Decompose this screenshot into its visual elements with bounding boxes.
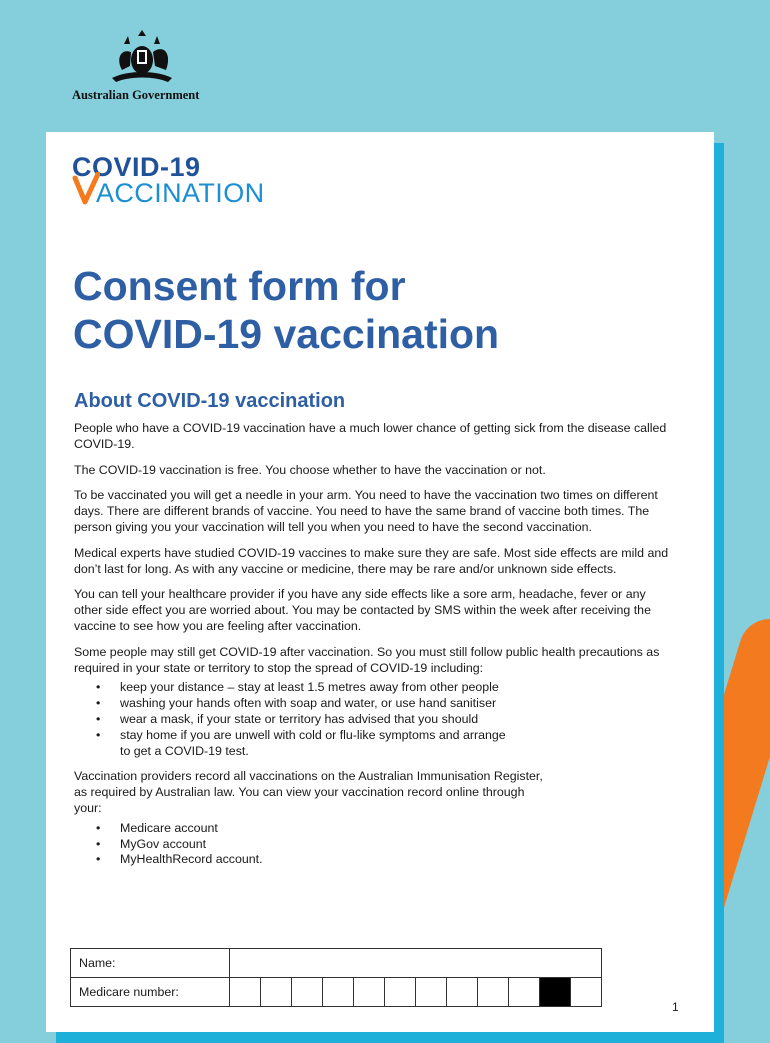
name-label: Name:: [71, 949, 230, 978]
list-item: • stay home if you are unwell with cold or flu-like symptoms and arrange to get a COVID-19 test.: [74, 728, 510, 760]
government-name: Australian Government: [72, 88, 200, 102]
medicare-digit-cell[interactable]: [385, 978, 416, 1007]
patient-details-form: [70, 948, 602, 1007]
medicare-digit-cell[interactable]: [416, 978, 447, 1007]
name-field[interactable]: [230, 949, 602, 978]
medicare-separator-cell: [540, 978, 571, 1007]
medicare-digit-cell[interactable]: [478, 978, 509, 1007]
list-item: • MyGov account: [74, 837, 674, 853]
logo-line-covid: COVID-19: [72, 152, 201, 182]
list-item: • wear a mask, if your state or territory has advised that you should: [74, 712, 674, 728]
medicare-digit-cell[interactable]: [571, 978, 602, 1007]
medicare-digit-cell[interactable]: [509, 978, 540, 1007]
medicare-digit-cell[interactable]: [292, 978, 323, 1007]
paragraph: People who have a COVID-19 vaccination have a much lower chance of getting sick from the disease called COVID-19.: [74, 421, 667, 451]
logo-line-vaccination: ACCINATION: [96, 178, 265, 208]
medicare-digit-cell[interactable]: [230, 978, 261, 1007]
paragraph: You can tell your healthcare provider if you have any side effects like a sore arm, headache, fever or any other side effect you are worried about. You may be contacted by SMS within the week after receiving the vaccine to see how you are feeling after vaccination.: [74, 587, 651, 633]
medicare-digit-cell[interactable]: [261, 978, 292, 1007]
precautions-list: [74, 680, 674, 759]
paragraph: Some people may still get COVID-19 after vaccination. So you must still follow public health precautions as required in your state or territory to stop the spread of COVID-19 including:: [74, 644, 660, 675]
medicare-digit-cell[interactable]: [323, 978, 354, 1007]
name-row: [71, 949, 602, 978]
coat-of-arms-icon: [102, 30, 182, 86]
list-item: • washing your hands often with soap and water, or use hand sanitiser: [74, 696, 674, 712]
covid-vaccination-logo: [72, 150, 292, 210]
medicare-row: [71, 978, 602, 1007]
medicare-label: Medicare number:: [71, 978, 230, 1007]
list-item: • MyHealthRecord account.: [74, 852, 674, 868]
medicare-digit-cell[interactable]: [354, 978, 385, 1007]
page-number: 1: [672, 1000, 679, 1014]
list-item: • keep your distance – stay at least 1.5 metres away from other people: [74, 680, 674, 696]
page-title: Consent form for COVID-19 vaccination: [73, 263, 500, 357]
medicare-digit-cell[interactable]: [447, 978, 478, 1007]
paragraph: Vaccination providers record all vaccinations on the Australian Immunisation Register, as required by Australian law. You can view your vaccination record online through your:: [74, 769, 543, 815]
paragraph: To be vaccinated you will get a needle in your arm. You need to have the vaccination two times on different days. There are different brands of vaccine. You need to have the same brand of vaccine both times. The person giving you your vaccination will tell you when you need to have the second vaccination.: [74, 488, 658, 534]
accounts-list: [74, 821, 674, 868]
paragraph: The COVID-19 vaccination is free. You choose whether to have the vaccination or not.: [74, 462, 546, 477]
section-heading: About COVID-19 vaccination: [74, 390, 346, 412]
body-text: [74, 421, 674, 878]
paragraph: Medical experts have studied COVID-19 vaccines to make sure they are safe. Most side effects are mild and don’t last for long. As with any vaccine or medicine, there may be rare and/or unknown side effects.: [74, 545, 669, 576]
list-item: • Medicare account: [74, 821, 674, 837]
